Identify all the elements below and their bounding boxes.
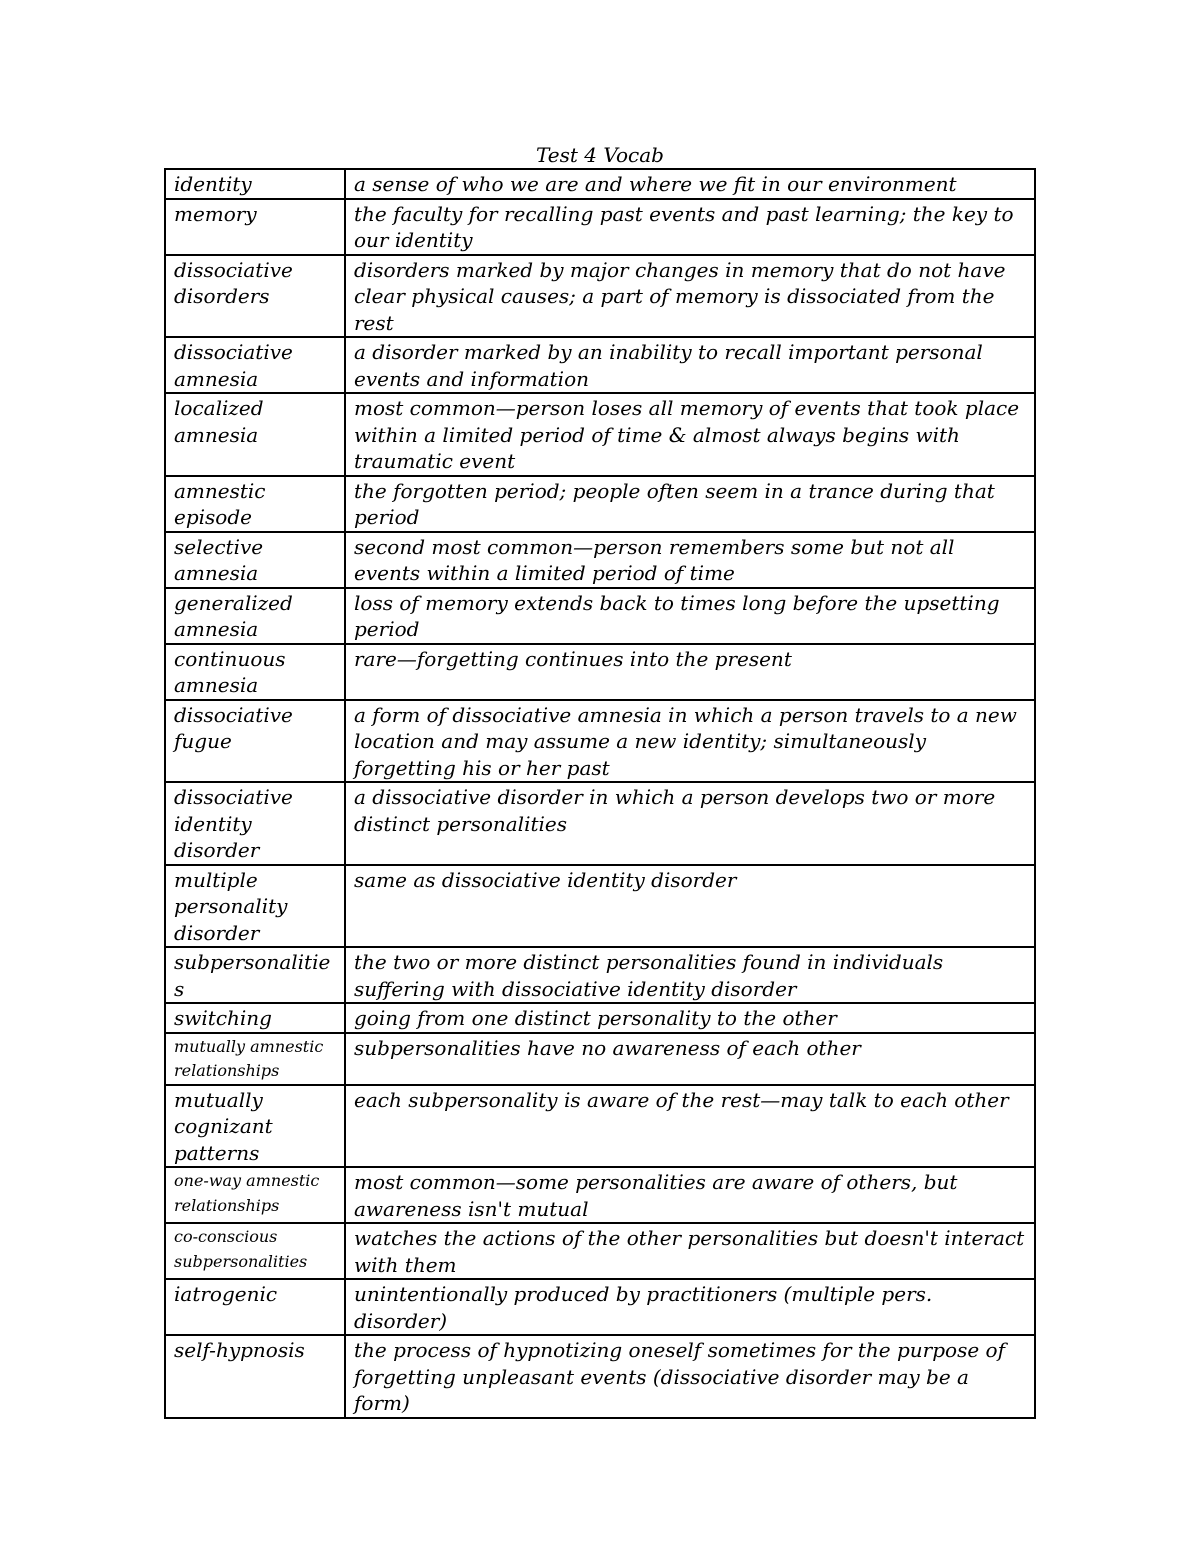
term-text: continuous amnesia xyxy=(174,646,286,697)
definition-cell xyxy=(345,1335,1035,1418)
term-text: mutually cognizant patterns xyxy=(174,1087,273,1165)
definition-text: same as dissociative identity disorder xyxy=(354,867,737,892)
table-row xyxy=(165,1003,1035,1033)
definition-text: loss of memory extends back to times long before the upsetting period xyxy=(354,590,1000,641)
term-text: switching xyxy=(174,1006,272,1030)
definition-cell xyxy=(345,1279,1035,1335)
term-cell xyxy=(165,1033,345,1085)
term-text: memory xyxy=(174,201,257,226)
table-row xyxy=(165,532,1035,588)
definition-cell xyxy=(345,337,1035,393)
definition-text: rare—forgetting continues into the present xyxy=(354,646,792,671)
definition-text: a disorder marked by an inability to recall important personal events and information xyxy=(354,340,983,391)
definition-text: subpersonalities have no awareness of each other xyxy=(354,1035,861,1060)
definition-text: each subpersonality is aware of the rest—may talk to each other xyxy=(354,1087,1009,1112)
definition-text: a sense of who we are and where we fit in our environment xyxy=(354,172,957,196)
definition-text: unintentionally produced by practitioners (multiple pers. disorder) xyxy=(354,1282,933,1333)
definition-cell xyxy=(345,947,1035,1003)
definition-cell xyxy=(345,255,1035,338)
table-row xyxy=(165,476,1035,532)
term-text: mutually amnestic relationships xyxy=(174,1036,324,1080)
table-row xyxy=(165,588,1035,644)
table-row xyxy=(165,782,1035,865)
term-cell xyxy=(165,1003,345,1033)
definition-cell xyxy=(345,588,1035,644)
definition-cell xyxy=(345,476,1035,532)
definition-cell xyxy=(345,1085,1035,1168)
term-cell xyxy=(165,1223,345,1279)
term-text: self-hypnosis xyxy=(174,1338,305,1362)
term-text: co-conscious subpersonalities xyxy=(174,1227,308,1271)
definition-cell xyxy=(345,1003,1035,1033)
table-row xyxy=(165,700,1035,783)
definition-cell xyxy=(345,169,1035,199)
term-text: iatrogenic xyxy=(174,1282,278,1306)
definition-cell xyxy=(345,782,1035,865)
term-cell xyxy=(165,1279,345,1335)
term-cell xyxy=(165,1085,345,1168)
definition-text: the two or more distinct personalities found in individuals suffering with dissociative identity disorder xyxy=(354,950,944,1001)
vocab-table xyxy=(164,168,1036,1419)
term-cell xyxy=(165,199,345,255)
definition-cell xyxy=(345,865,1035,948)
term-cell xyxy=(165,947,345,1003)
table-row xyxy=(165,199,1035,255)
term-cell xyxy=(165,1335,345,1418)
definition-text: most common—some personalities are aware of others, but awareness isn't mutual xyxy=(354,1170,958,1221)
table-row xyxy=(165,1223,1035,1279)
term-text: dissociative fugue xyxy=(174,702,293,753)
term-text: identity xyxy=(174,172,252,196)
term-cell xyxy=(165,700,345,783)
definition-cell xyxy=(345,1033,1035,1085)
definition-cell xyxy=(345,1167,1035,1223)
definition-text: going from one distinct personality to the other xyxy=(354,1006,837,1030)
table-row xyxy=(165,1335,1035,1418)
definition-cell xyxy=(345,644,1035,700)
term-text: one-way amnestic relationships xyxy=(174,1171,320,1215)
definition-text: a form of dissociative amnesia in which a person travels to a new location and may assume a new identity; simultaneously forgetting his or her past xyxy=(354,702,1017,780)
table-row xyxy=(165,1167,1035,1223)
term-cell xyxy=(165,337,345,393)
table-row xyxy=(165,393,1035,476)
term-cell xyxy=(165,1167,345,1223)
term-cell xyxy=(165,532,345,588)
term-text: dissociative amnesia xyxy=(174,340,293,391)
term-cell xyxy=(165,169,345,199)
table-row xyxy=(165,169,1035,199)
definition-text: a dissociative disorder in which a person develops two or more distinct personalities xyxy=(354,785,996,836)
term-text: localized amnesia xyxy=(174,396,264,447)
term-cell xyxy=(165,393,345,476)
table-row xyxy=(165,947,1035,1003)
definition-text: the process of hypnotizing oneself sometimes for the purpose of forgetting unpleasant events (dissociative disorder may be a form) xyxy=(354,1338,1005,1415)
term-cell xyxy=(165,255,345,338)
table-row xyxy=(165,865,1035,948)
term-cell xyxy=(165,782,345,865)
definition-cell xyxy=(345,199,1035,255)
definition-text: the faculty for recalling past events and past learning; the key to our identity xyxy=(354,201,1014,252)
term-text: selective amnesia xyxy=(174,534,264,585)
term-text: subpersonalitie s xyxy=(174,950,331,1001)
table-row xyxy=(165,337,1035,393)
definition-cell xyxy=(345,1223,1035,1279)
definition-cell xyxy=(345,393,1035,476)
table-row xyxy=(165,1279,1035,1335)
definition-cell xyxy=(345,532,1035,588)
term-text: generalized amnesia xyxy=(174,590,293,641)
definition-text: watches the actions of the other personalities but doesn't interact with them xyxy=(354,1226,1025,1277)
table-row xyxy=(165,255,1035,338)
table-row xyxy=(165,644,1035,700)
term-text: amnestic episode xyxy=(174,478,266,529)
term-cell xyxy=(165,588,345,644)
definition-text: second most common—person remembers some but not all events within a limited period of time xyxy=(354,534,955,585)
definition-text: most common—person loses all memory of events that took place within a limited period of time & almost always begins with traumatic event xyxy=(354,396,1020,473)
definition-text: disorders marked by major changes in memory that do not have clear physical causes; a part of memory is dissociated from the rest xyxy=(354,257,1006,335)
definition-cell xyxy=(345,700,1035,783)
term-cell xyxy=(165,865,345,948)
table-row xyxy=(165,1033,1035,1085)
term-cell xyxy=(165,476,345,532)
page-title: Test 4 Vocab xyxy=(536,143,664,167)
term-text: dissociative disorders xyxy=(174,257,293,308)
term-text: dissociative identity disorder xyxy=(174,785,293,862)
table-row xyxy=(165,1085,1035,1168)
term-text: multiple personality disorder xyxy=(174,867,288,945)
term-cell xyxy=(165,644,345,700)
definition-text: the forgotten period; people often seem in a trance during that period xyxy=(354,478,995,529)
